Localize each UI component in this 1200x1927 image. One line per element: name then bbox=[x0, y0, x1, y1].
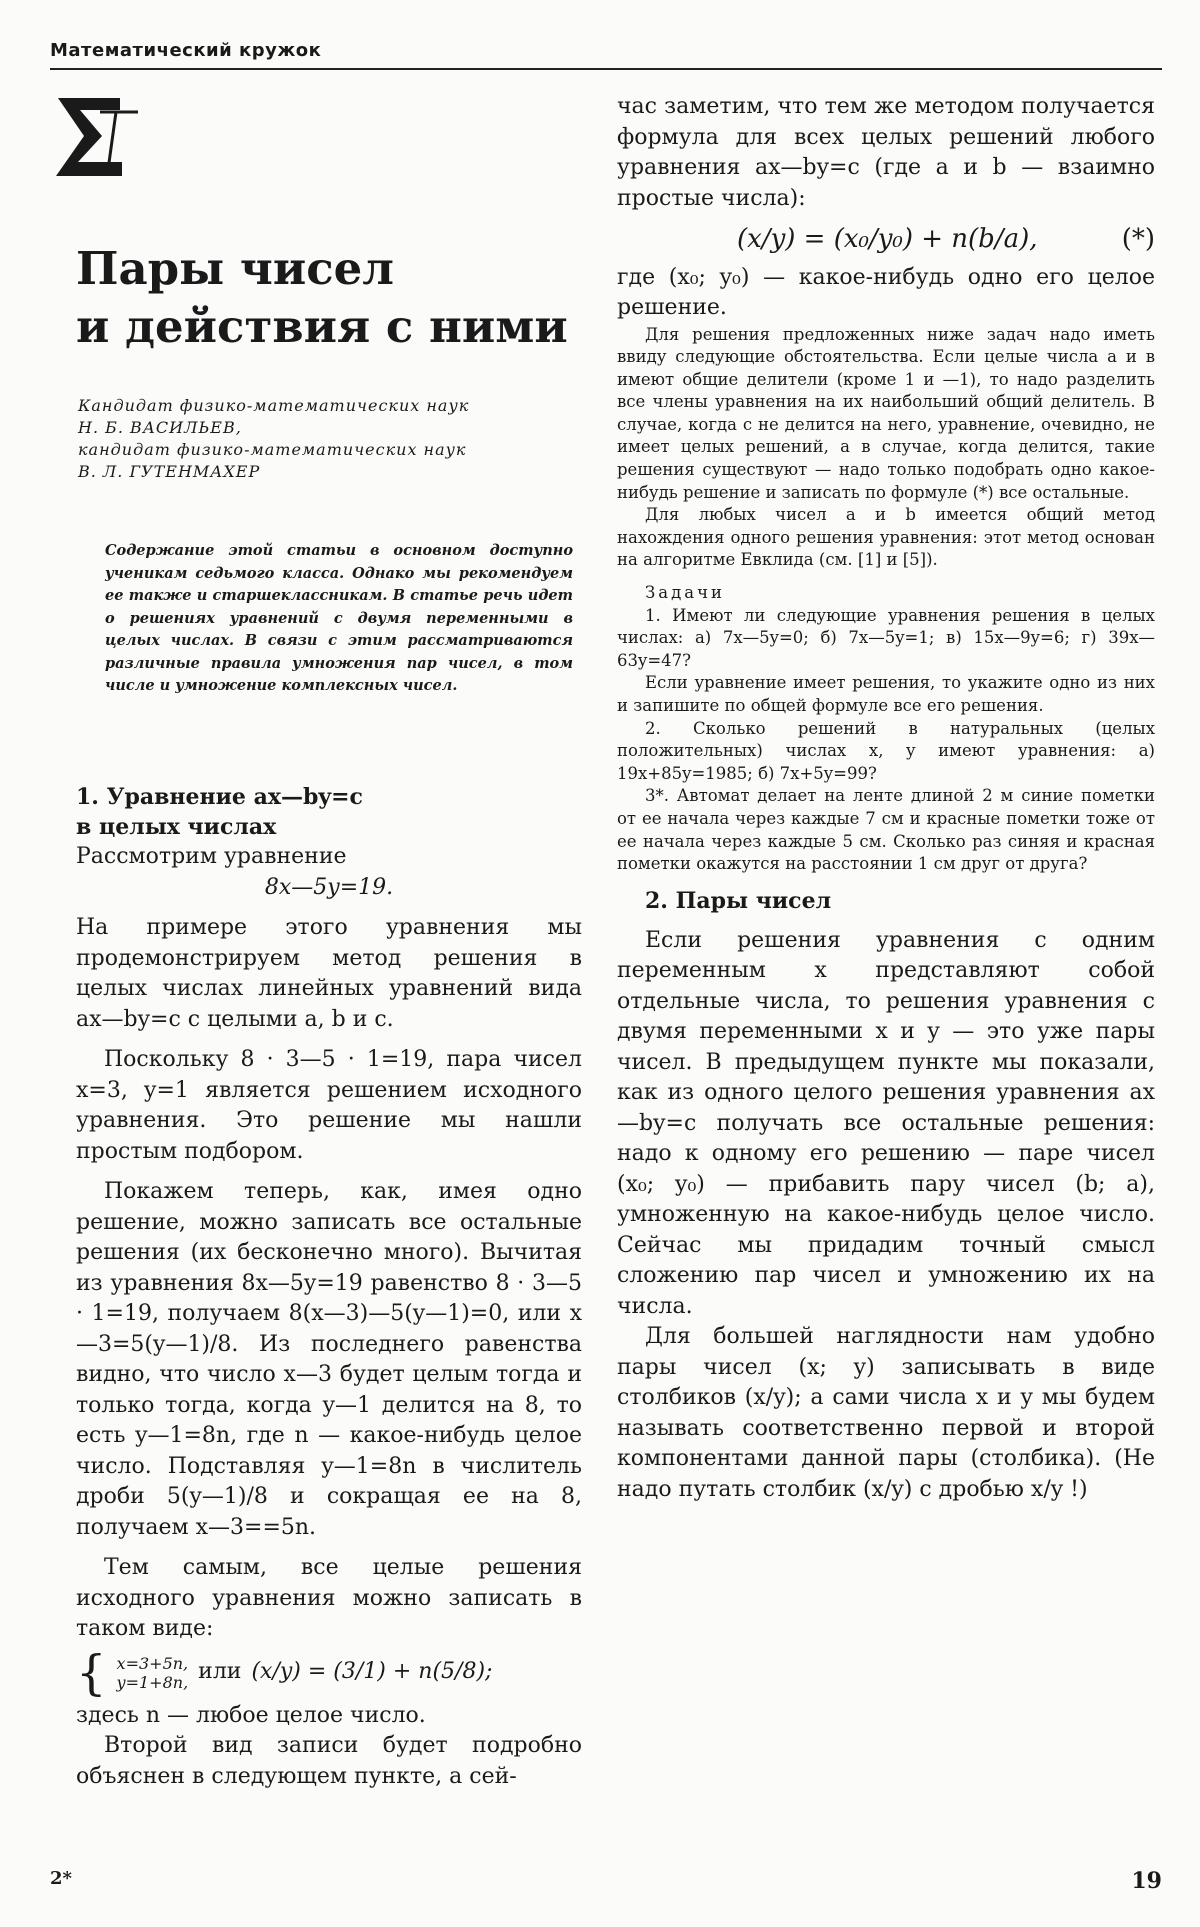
page-number: 19 bbox=[1131, 1868, 1162, 1894]
section-1-title-2: в целых числах bbox=[76, 814, 277, 840]
task-3: 3*. Автомат делает на ленте длиной 2 м синие пометки от ее начала через каждые 7 см и красные пометки тоже от ее начала через каждые 5 см. Сколько раз синяя и красная пометки окажутся на расстоянии 1 см друг от друга? bbox=[617, 786, 1155, 874]
section-header: Математический кружок bbox=[50, 40, 322, 61]
title-line-1: Пары чисел bbox=[76, 242, 394, 295]
paragraph: Для большей наглядности нам удобно пары чисел (x; y) записывать в виде столбиков (x/y); а сами числа x и y мы будем называть соответственно первой и второй компонентами данной пары (столбика). (Не надо путать столбик (x/y) с дробью x/y !) bbox=[617, 1324, 1155, 1502]
sigma-logo-icon bbox=[50, 90, 140, 185]
system-line: y=1+8n, bbox=[116, 1672, 189, 1692]
section-1-title: 1. Уравнение ax—by=c bbox=[76, 784, 363, 810]
task-2: 2. Сколько решений в натуральных (целых положительных) числах x, y имеют уравнения: а) 19x+85y=1985; б) 7x+5y=99? bbox=[617, 718, 1155, 783]
paragraph: здесь n — любое целое число. bbox=[76, 1702, 426, 1728]
task-1: 1. Имеют ли следующие уравнения решения в целых числах: а) 7x—5y=0; б) 7x—5y=1; в) 15x—9y=6; г) 39x—63y=47? bbox=[617, 605, 1155, 670]
paragraph: Если решения уравнения с одним переменным x представляют собой отдельные числа, то решения уравнения с двумя переменными x и y — это уже пары чисел. В предыдущем пункте мы показали, как из одного целого решения уравнения ax—by=c получать все остальные решения: надо к одному его решению — паре чисел (x₀; y₀) — прибавить пару чисел (b; a), умноженную на какое-нибудь целое число. Сейчас мы придадим точный смысл сложению пар чисел и умножению их на числа. bbox=[617, 927, 1155, 1319]
title-line-2: и действия с ними bbox=[76, 300, 568, 353]
paragraph: Второй вид записи будет подробно объяснен в следующем пункте, а сей- bbox=[76, 1733, 582, 1789]
general-formula bbox=[737, 224, 1155, 255]
header-rule bbox=[50, 68, 1162, 70]
formula-tag: (*) bbox=[1121, 224, 1155, 254]
paragraph: Для решения предложенных ниже задач надо иметь ввиду следующие обстоятельства. Если целые числа a и в имеют общие делители (кроме 1 и —1), то надо разделить все члены уравнения на их наибольший общий делитель. В случае, когда c не делится на него, уравнение, очевидно, не имеет целых решений, а в случае, когда делится, такие решения существуют — надо только подобрать одно какое-нибудь решение и записать по формуле (*) все остальные. bbox=[617, 324, 1155, 502]
vector-formula: (x/y) = (3/1) + n(5/8); bbox=[251, 1659, 493, 1685]
authors bbox=[78, 395, 548, 483]
formula-body: (x/y) = (x₀/y₀) + n(b/a), bbox=[737, 224, 1038, 254]
right-column bbox=[617, 92, 1155, 1505]
paragraph: Рассмотрим уравнение bbox=[76, 844, 347, 869]
paragraph: Для любых чисел a и b имеется общий метод нахождения одного решения уравнения: этот метод основан на алгоритме Евклида (см. [1] и [5]). bbox=[617, 505, 1155, 570]
paragraph: Тем самым, все целые решения исходного уравнения можно записать в таком виде: bbox=[76, 1555, 582, 1641]
abstract: Содержание этой статьи в основном доступно ученикам седьмого класса. Однако мы рекомендуем ее также и старшеклассникам. В статье речь идет о решениях уравнений с двумя переменными в целых числах. В связи с этим рассматриваются различные правила умножения пар чисел, в том числе и умножение комплексных чисел. bbox=[105, 542, 573, 694]
task-1-note: Если уравнение имеет решения, то укажите одно из них и запишите по общей формуле все его решения. bbox=[617, 673, 1155, 715]
section-2-title: 2. Пары чисел bbox=[645, 887, 832, 914]
paragraph: Поскольку 8 · 3—5 · 1=19, пара чисел x=3, y=1 является решением исходного уравнения. Это решение мы нашли простым подбором. bbox=[76, 1047, 582, 1164]
paragraph: На примере этого уравнения мы продемонстрируем метод решения в целых числах линейных уравнений вида ax—by=c с целыми a, b и c. bbox=[76, 915, 582, 1032]
author-line: В. Л. ГУТЕНМАХЕР bbox=[78, 462, 261, 481]
paragraph: Покажем теперь, как, имея одно решение, можно записать все остальные решения (их бесконечно много). Вычитая из уравнения 8x—5y=19 равенство 8 · 3—5 · 1=19, получаем 8(x—3)—5(y—1)=0, или x—3=5(y—1)/8. Из последнего равенства видно, что число x—3 будет целым тогда и только тогда, когда y—1 делится на 8, то есть y—1=8n, где n — какое-нибудь целое число. Подставляя y—1=8n в числитель дроби 5(y—1)/8 и сокращая ее на 8, получаем x—3==5n. bbox=[76, 1179, 582, 1540]
system-line: x=3+5n, bbox=[116, 1653, 189, 1673]
equation: 8x—5y=19. bbox=[264, 874, 394, 900]
paragraph: час заметим, что тем же методом получается формула для всех целых решений любого уравнения ax—by=c (где a и b — взаимно простые числа): bbox=[617, 94, 1155, 211]
solution-system bbox=[76, 1644, 582, 1701]
article-title bbox=[76, 240, 568, 356]
left-column bbox=[76, 782, 582, 1792]
system-lines bbox=[117, 1654, 189, 1692]
author-line: Н. Б. ВАСИЛЬЕВ, bbox=[78, 418, 242, 437]
or-text: или bbox=[198, 1659, 242, 1685]
signature-mark: 2* bbox=[50, 1868, 72, 1889]
author-line: Кандидат физико-математических наук bbox=[78, 396, 470, 415]
tasks-title: Задачи bbox=[645, 583, 726, 603]
author-line: кандидат физико-математических наук bbox=[78, 440, 467, 459]
brace: { bbox=[76, 1644, 107, 1701]
paragraph: где (x₀; y₀) — какое-нибудь одно его целое решение. bbox=[617, 264, 1155, 320]
